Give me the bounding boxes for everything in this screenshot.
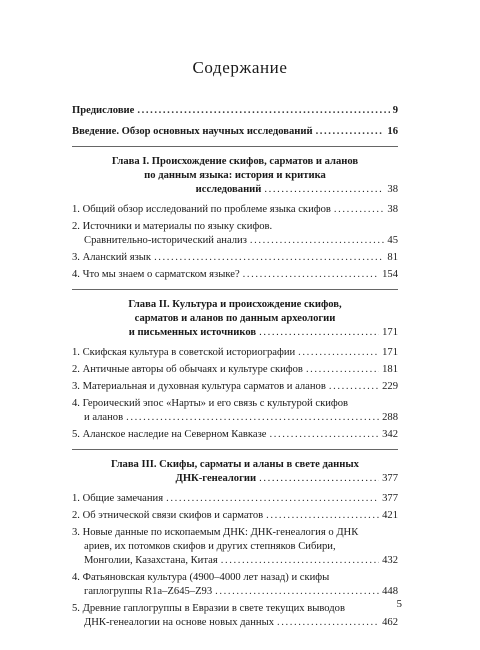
item-page: 421 <box>382 510 398 521</box>
item-label-cont: ДНК-генеалогии на основе новых данных <box>84 617 275 628</box>
item-label-cont: Монголии, Казахстана, Китая <box>84 555 218 566</box>
item-label-cont: Сравнительно-исторический анализ <box>84 235 247 246</box>
chapter-page: 377 <box>382 473 398 484</box>
toc-entry-preface[interactable] <box>72 104 398 118</box>
item-label: 2. Античные авторы об обычаях и культуре скифов <box>72 364 303 375</box>
toc-item[interactable] <box>72 203 398 217</box>
toc-item[interactable] <box>72 363 398 377</box>
toc-item[interactable] <box>72 220 398 248</box>
dot-leader <box>266 509 379 523</box>
entry-label: Предисловие <box>72 105 135 116</box>
item-label: 4. Что мы знаем о сарматском языке? <box>72 269 240 280</box>
chapter-heading-line: исследований <box>195 184 262 195</box>
section-divider <box>72 289 398 290</box>
item-label: 5. Аланское наследие на Северном Кавказе <box>72 429 267 440</box>
chapter-2 <box>72 298 398 442</box>
item-page: 81 <box>387 252 398 263</box>
item-label: 5. Древние гаплогруппы в Евразии в свете текущих выводов <box>72 603 345 614</box>
toc-item[interactable] <box>72 428 398 442</box>
section-divider <box>72 449 398 450</box>
dot-leader <box>298 346 379 360</box>
dot-leader <box>137 104 389 118</box>
item-page: 342 <box>382 429 398 440</box>
dot-leader <box>259 326 379 340</box>
section-divider <box>72 146 398 147</box>
chapter-heading[interactable] <box>72 298 398 340</box>
item-page: 154 <box>382 269 398 280</box>
dot-leader <box>221 554 379 568</box>
item-page: 432 <box>382 555 398 566</box>
chapter-page: 171 <box>382 327 398 338</box>
item-label-cont: гаплогруппы R1a–Z645–Z93 <box>84 586 213 597</box>
toc-item[interactable] <box>72 526 398 568</box>
dot-leader <box>215 585 379 599</box>
toc-item[interactable] <box>72 346 398 360</box>
item-page: 462 <box>382 617 398 628</box>
chapter-1 <box>72 155 398 282</box>
item-label: 2. Источники и материалы по языку скифов. <box>72 221 273 232</box>
dot-leader <box>126 411 379 425</box>
item-page: 448 <box>382 586 398 597</box>
chapter-heading-line: Глава I. Происхождение скифов, сарматов и аланов <box>111 156 359 167</box>
item-label: 4. Героический эпос «Нарты» и его связь с культурой скифов <box>72 398 349 409</box>
item-page: 229 <box>382 381 398 392</box>
item-label-cont: ариев, их потомков скифов и других степняков Сибири, <box>84 541 336 552</box>
chapter-page: 38 <box>387 184 398 195</box>
page-number: 5 <box>396 598 402 610</box>
item-page: 45 <box>387 235 398 246</box>
item-label: 2. Об этнической связи скифов и сарматов <box>72 510 264 521</box>
item-page: 171 <box>382 347 398 358</box>
dot-leader <box>250 234 384 248</box>
chapter-heading-line: Глава III. Скифы, сарматы и аланы в свете данных <box>111 459 359 470</box>
toc-item[interactable] <box>72 380 398 394</box>
dot-leader <box>166 492 379 506</box>
item-page: 377 <box>382 493 398 504</box>
dot-leader <box>277 616 379 630</box>
chapter-heading[interactable] <box>72 155 398 197</box>
toc-item[interactable] <box>72 509 398 523</box>
toc-item[interactable] <box>72 602 398 630</box>
chapter-heading-line: сарматов и аланов по данным археологии <box>134 313 336 324</box>
page-title: Содержание <box>192 58 288 77</box>
entry-page: 16 <box>387 126 398 137</box>
chapter-heading[interactable] <box>72 458 398 486</box>
item-label: 3. Материальная и духовная культура сарматов и аланов <box>72 381 326 392</box>
item-page: 181 <box>382 364 398 375</box>
dot-leader <box>270 428 380 442</box>
item-label: 1. Скифская культура в советской историографии <box>72 347 296 358</box>
chapter-heading-line: ДНК-генеалогии <box>175 473 257 484</box>
chapter-3 <box>72 458 398 630</box>
item-label: 3. Новые данные по ископаемым ДНК: ДНК-генеалогия о ДНК <box>72 527 359 538</box>
dot-leader <box>334 203 385 217</box>
dot-leader <box>154 251 384 265</box>
item-page: 38 <box>387 204 398 215</box>
toc-item[interactable] <box>72 397 398 425</box>
toc-entry-introduction[interactable] <box>72 125 398 139</box>
item-label: 3. Аланский язык <box>72 252 152 263</box>
dot-leader <box>243 268 379 282</box>
toc-item[interactable] <box>72 251 398 265</box>
dot-leader <box>306 363 379 377</box>
toc-item[interactable] <box>72 571 398 599</box>
table-of-contents <box>72 104 398 633</box>
entry-label: Введение. Обзор основных научных исследований <box>72 126 313 137</box>
dot-leader <box>329 380 379 394</box>
item-label-cont: и аланов <box>84 412 124 423</box>
item-label: 1. Общий обзор исследований по проблеме языка скифов <box>72 204 331 215</box>
item-page: 288 <box>382 412 398 423</box>
item-label: 4. Фатьяновская культура (4900–4000 лет назад) и скифы <box>72 572 330 583</box>
dot-leader <box>316 125 385 139</box>
toc-item[interactable] <box>72 492 398 506</box>
chapter-heading-line: Глава II. Культура и происхождение скифов, <box>128 299 342 310</box>
toc-item[interactable] <box>72 268 398 282</box>
item-label: 1. Общие замечания <box>72 493 164 504</box>
chapter-heading-line: по данным языка: история и критика <box>144 170 326 181</box>
dot-leader <box>264 183 384 197</box>
entry-page: 9 <box>392 105 398 116</box>
dot-leader <box>259 472 379 486</box>
chapter-heading-line: и письменных источников <box>128 327 257 338</box>
